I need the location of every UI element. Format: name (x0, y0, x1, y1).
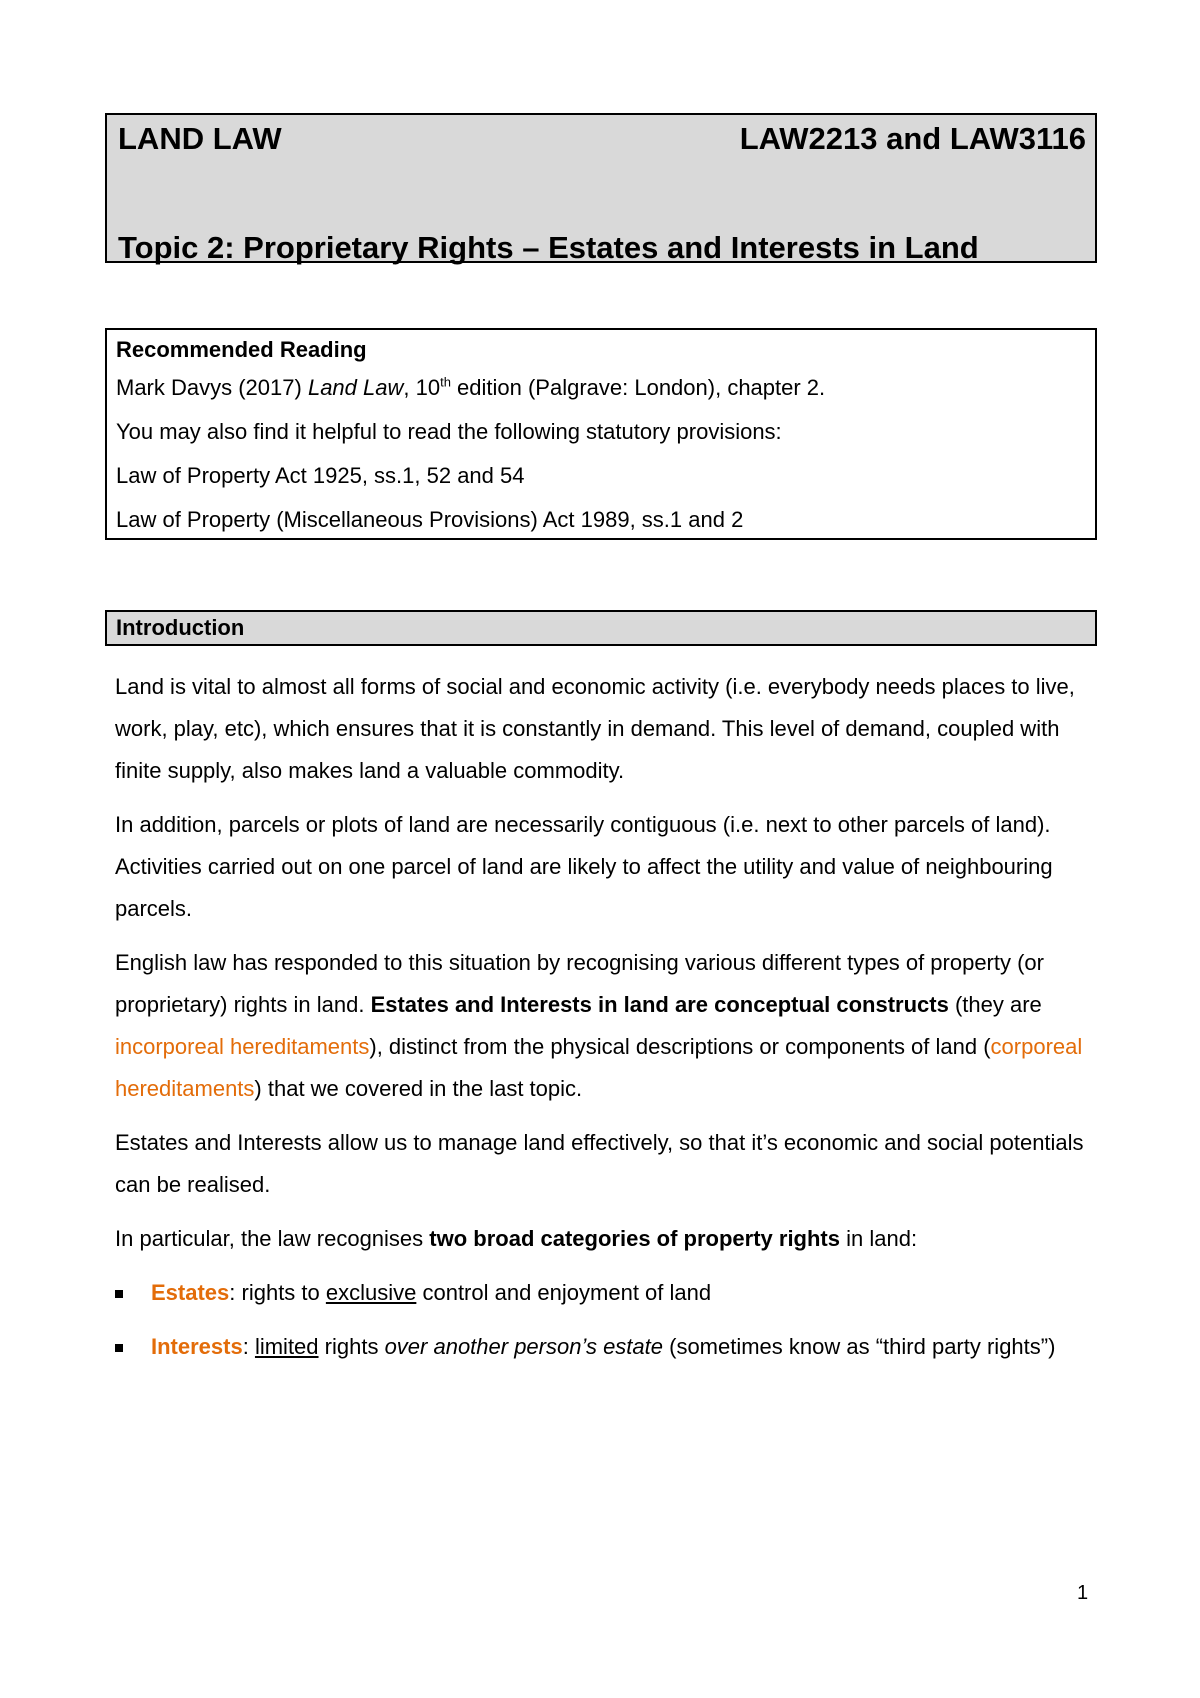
topic-title: Topic 2: Proprietary Rights – Estates and Interests in Land (118, 230, 979, 265)
introduction-body (115, 666, 1090, 1380)
p3-text: English law has responded to this situation by recognising various different types of property (or proprietary) rights in land. (115, 950, 1044, 1017)
reading-heading: Recommended Reading (116, 337, 367, 362)
p3-bold: Estates and Interests in land are conceptual constructs (370, 992, 949, 1017)
p3-text: ) that we covered in the last topic. (254, 1076, 583, 1101)
p5-bold: two broad categories of property rights (429, 1226, 840, 1251)
statute-1: Law of Property Act 1925, ss.1, 52 and 54 (116, 463, 525, 488)
bullet-text: rights (318, 1334, 385, 1359)
list-item-estates (115, 1272, 1090, 1314)
paragraph-3 (115, 942, 1090, 1110)
paragraph-5 (115, 1218, 1090, 1260)
term-corporeal: corporeal hereditaments (115, 1034, 1083, 1101)
bullet-text: : rights to (229, 1280, 326, 1305)
reading-note: You may also find it helpful to read the following statutory provisions: (116, 419, 782, 444)
p3-text: (they are (948, 992, 1042, 1017)
book-publisher: edition (Palgrave: London), chapter 2. (450, 375, 826, 400)
bullet-text: (sometimes know as “third party rights”) (663, 1334, 1056, 1359)
paragraph-4: Estates and Interests allow us to manage land effectively, so that it’s economic and social potentials can be realised. (115, 1130, 1084, 1197)
reading-book (116, 366, 1086, 410)
page-number: 1 (1077, 1582, 1089, 1604)
p3-text: ), distinct from the physical descriptions or components of land ( (369, 1034, 991, 1059)
course-title: LAND LAW (118, 121, 282, 156)
title-box (105, 113, 1097, 263)
course-codes: LAW2213 and LAW3116 (739, 121, 1086, 156)
paragraph-1: Land is vital to almost all forms of social and economic activity (i.e. everybody needs places to live, work, play, etc), which ensures that it is constantly in demand. This level of demand, coupled with finite supply, also makes land a valuable commodity. (115, 674, 1075, 783)
introduction-heading: Introduction (105, 610, 1097, 646)
statute-2: Law of Property (Miscellaneous Provisions) Act 1989, ss.1 and 2 (116, 507, 744, 532)
square-bullet-icon (115, 1344, 123, 1352)
square-bullet-icon (115, 1290, 123, 1298)
italic-phrase: over another person’s estate (384, 1334, 663, 1359)
term-interests: Interests (151, 1334, 243, 1359)
paragraph-2: In addition, parcels or plots of land are necessarily contiguous (i.e. next to other parcels of land). Activities carried out on one parcel of land are likely to affect the utility and value of neighbouring parcels. (115, 812, 1053, 921)
p5-text: In particular, the law recognises (115, 1226, 430, 1251)
underlined-exclusive: exclusive (325, 1280, 417, 1305)
bullet-text: control and enjoyment of land (416, 1280, 712, 1305)
underlined-limited: limited (254, 1334, 319, 1359)
term-incorporeal: incorporeal hereditaments (115, 1034, 370, 1059)
list-item-interests (115, 1326, 1090, 1368)
p5-text: in land: (840, 1226, 918, 1251)
recommended-reading-box (105, 328, 1097, 540)
book-edition: , 10 (403, 375, 441, 400)
book-author: Mark Davys (2017) (116, 375, 308, 400)
bullet-text: : (242, 1334, 255, 1359)
edition-suffix: th (440, 374, 451, 390)
book-title: Land Law (307, 375, 404, 400)
term-estates: Estates (151, 1280, 230, 1305)
